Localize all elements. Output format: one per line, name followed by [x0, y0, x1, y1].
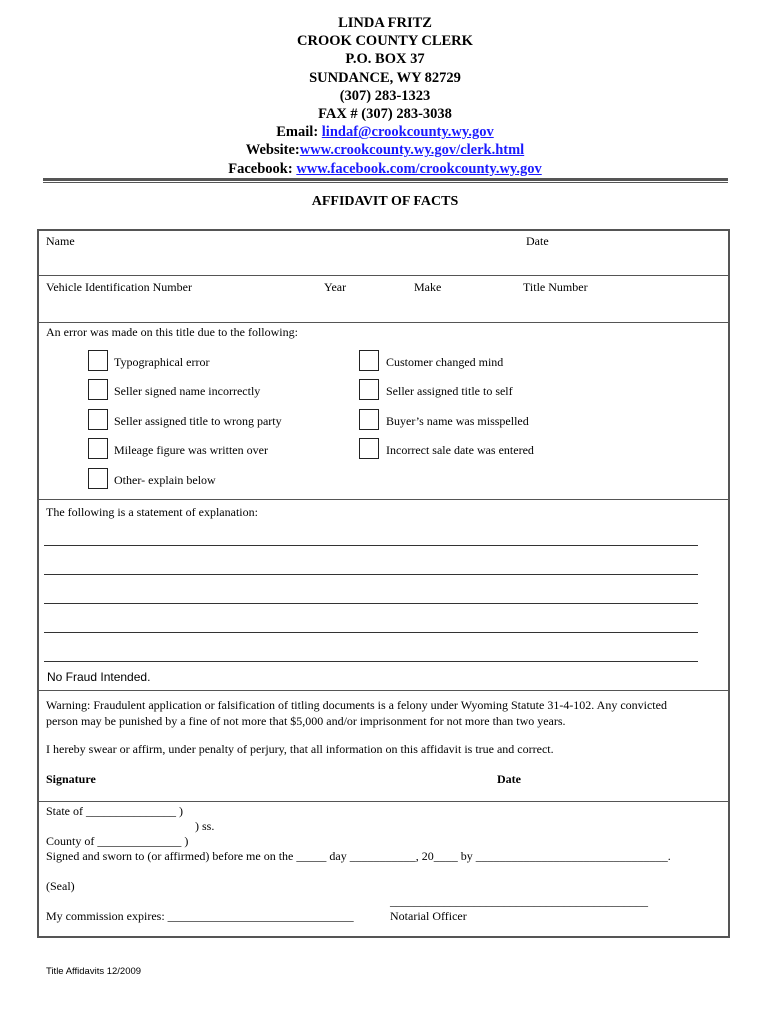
- seller-signed-incorrectly-checkbox[interactable]: [88, 379, 108, 400]
- wrong-party-checkbox[interactable]: [88, 409, 108, 430]
- website-link[interactable]: www.crookcounty.wy.gov/clerk.html: [299, 142, 525, 159]
- notary-seal: (Seal): [46, 879, 75, 893]
- notary-officer-line: ___________________________________________: [390, 894, 648, 908]
- form-footer: Title Affidavits 12/2009: [46, 966, 142, 977]
- title-number-label: Title Number: [523, 280, 588, 294]
- clerk-facebook-row: [0, 160, 770, 178]
- date-label: Date: [526, 234, 549, 248]
- explanation-label: The following is a statement of explanation:: [46, 505, 258, 519]
- form-title: AFFIDAVIT OF FACTS: [311, 194, 459, 209]
- row-divider: [39, 690, 728, 691]
- other-label: Other- explain below: [114, 473, 216, 487]
- customer-changed-mind-checkbox[interactable]: [359, 350, 379, 371]
- incorrect-sale-date-label: Incorrect sale date was entered: [386, 443, 534, 457]
- seller-signed-incorrectly-label: Seller signed name incorrectly: [114, 384, 261, 398]
- notary-officer-label: Notarial Officer: [390, 909, 467, 923]
- seller-assigned-self-checkbox[interactable]: [359, 379, 379, 400]
- clerk-phone: (307) 283-1323: [339, 87, 431, 104]
- mileage-written-over-checkbox[interactable]: [88, 438, 108, 459]
- incorrect-sale-date-checkbox[interactable]: [359, 438, 379, 459]
- typographical-error-checkbox[interactable]: [88, 350, 108, 371]
- clerk-city: SUNDANCE, WY 82729: [309, 69, 461, 86]
- notary-state: State of _______________ ): [46, 804, 183, 818]
- clerk-po-box: P.O. BOX 37: [345, 51, 425, 68]
- signature-date-label: Date: [497, 772, 521, 786]
- oath-text: I hereby swear or affirm, under penalty of perjury, that all information on this affidavit is true and correct.: [46, 742, 554, 756]
- customer-changed-mind-label: Customer changed mind: [386, 355, 504, 369]
- row-divider: [39, 322, 728, 323]
- clerk-fax: FAX # (307) 283-3038: [318, 106, 452, 123]
- name-label: Name: [46, 234, 75, 248]
- clerk-office: CROOK COUNTY CLERK: [297, 33, 473, 50]
- facebook-link[interactable]: www.facebook.com/crookcounty.wy.gov: [296, 160, 542, 177]
- no-fraud-text: No Fraud Intended.: [47, 670, 151, 684]
- facebook-label: Facebook:: [228, 160, 297, 177]
- row-divider: [39, 499, 728, 500]
- explanation-line[interactable]: [44, 632, 698, 633]
- buyer-name-misspelled-label: Buyer’s name was misspelled: [386, 414, 529, 428]
- notary-sworn-statement: Signed and sworn to (or affirmed) before me on the _____ day ___________, 20____ by ________________________________.: [46, 849, 671, 863]
- buyer-name-misspelled-checkbox[interactable]: [359, 409, 379, 430]
- row-divider: [39, 275, 728, 276]
- clerk-header: [0, 14, 770, 178]
- other-checkbox[interactable]: [88, 468, 108, 489]
- explanation-line[interactable]: [44, 661, 698, 662]
- email-link[interactable]: lindaf@crookcounty.wy.gov: [321, 124, 494, 141]
- row-divider: [39, 801, 728, 802]
- clerk-email-row: [0, 123, 770, 141]
- clerk-name: LINDA FRITZ: [338, 15, 432, 31]
- explanation-line[interactable]: [44, 603, 698, 604]
- explanation-line[interactable]: [44, 574, 698, 575]
- warning-line-1: Warning: Fraudulent application or falsification of titling documents is a felony under Wyoming Statute 31-4-102. Any convicted: [46, 698, 667, 712]
- make-label: Make: [414, 280, 442, 294]
- notary-county: County of ______________ ): [46, 834, 189, 848]
- email-label: Email:: [276, 124, 322, 141]
- header-divider: [43, 178, 728, 181]
- typographical-error-label: Typographical error: [114, 355, 210, 369]
- notary-commission: My commission expires: _______________________________: [46, 909, 354, 923]
- notary-ss: ) ss.: [195, 819, 215, 833]
- mileage-written-over-label: Mileage figure was written over: [114, 443, 268, 457]
- error-intro: An error was made on this title due to the following:: [46, 325, 298, 339]
- explanation-line[interactable]: [44, 545, 698, 546]
- vin-label: Vehicle Identification Number: [46, 280, 192, 294]
- wrong-party-label: Seller assigned title to wrong party: [114, 414, 282, 428]
- header-divider-thin: [43, 182, 728, 183]
- signature-label: Signature: [46, 772, 96, 786]
- year-label: Year: [324, 280, 347, 294]
- website-label: Website:: [245, 142, 300, 159]
- seller-assigned-self-label: Seller assigned title to self: [386, 384, 513, 398]
- affidavit-form: [37, 229, 730, 938]
- warning-line-2: person may be punished by a fine of not more that $5,000 and/or imprisonment for not more than two years.: [46, 714, 566, 728]
- clerk-website-row: [0, 141, 770, 159]
